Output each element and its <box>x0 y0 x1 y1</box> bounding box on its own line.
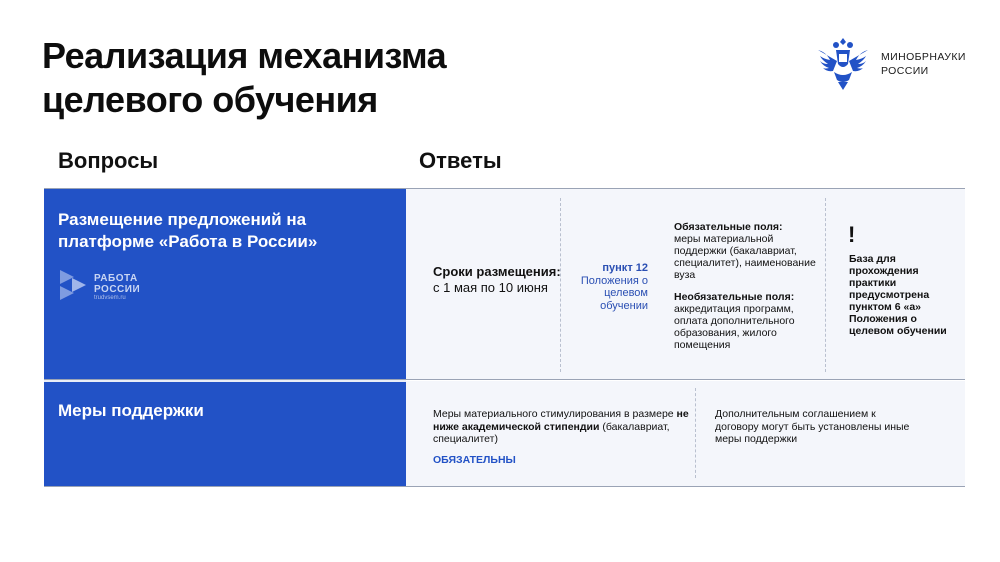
clause-text: Положения о целевом обучении <box>580 274 648 312</box>
measures-bold: не ниже академической стипендии <box>433 408 689 433</box>
fields-block <box>674 221 820 351</box>
mandatory-badge: ОБЯЗАТЕЛЬНЫ <box>433 454 516 466</box>
page-title <box>42 34 602 122</box>
required-fields-label: Обязательные поля: <box>674 221 783 233</box>
rabota-rossii-line-1: РАБОТА <box>94 273 138 284</box>
exclamation-icon: ! <box>848 222 856 247</box>
measures-prefix: Меры материального стимулирования в размере <box>433 408 677 420</box>
title-line-1: Реализация механизма <box>42 35 447 76</box>
dashed-divider <box>695 388 696 478</box>
deadline-block <box>433 264 563 296</box>
table-bottom-divider <box>44 486 965 487</box>
deadline-label: Сроки размещения: <box>433 264 561 279</box>
optional-fields-text: аккредитация программ, оплата дополнительного образования, жилого помещения <box>674 303 795 351</box>
ministry-name-line-1: МИНОБРНАУКИ <box>881 51 966 63</box>
question-placement: Размещение предложений на платформе «Работа в России» <box>58 210 318 251</box>
ministry-name-line-2: РОССИИ <box>881 65 929 77</box>
question-row-separator <box>44 380 406 382</box>
questions-heading: Вопросы <box>58 148 159 173</box>
deadline-value: с 1 мая по 10 июня <box>433 280 548 295</box>
clause-reference <box>574 262 648 312</box>
clause-title: пункт 12 <box>602 262 648 274</box>
ministry-logo <box>814 32 984 94</box>
answers-heading: Ответы <box>419 148 502 173</box>
title-line-2: целевого обучения <box>42 79 378 120</box>
practice-basis-note: База для прохождения практики предусмотрена пунктом 6 «а» Положения о целевом обучении <box>849 253 947 337</box>
measures-suffix: (бакалавриат, специалитет) <box>433 420 670 445</box>
qa-table <box>44 188 965 487</box>
dashed-divider <box>825 198 826 372</box>
table-top-divider <box>44 188 965 189</box>
rabota-rossii-name <box>94 273 140 295</box>
material-incentives-text <box>433 408 693 446</box>
rabota-rossii-url: trudvsem.ru <box>94 295 126 301</box>
rabota-rossii-logo <box>58 268 178 302</box>
required-fields-text: меры материальной поддержки (бакалавриат, специалитет), наименование вуза <box>674 233 816 281</box>
dashed-divider <box>560 198 561 372</box>
ministry-name <box>881 50 966 78</box>
rabota-rossii-line-2: РОССИИ <box>94 284 141 295</box>
eagle-emblem-icon <box>814 32 872 92</box>
rabota-rossii-arrows-icon <box>58 268 90 302</box>
optional-fields-label: Необязательные поля: <box>674 291 795 303</box>
question-support-measures: Меры поддержки <box>58 401 204 420</box>
additional-agreement-text: Дополнительным соглашением к договору могут быть установлены иные меры поддержки <box>715 408 910 445</box>
